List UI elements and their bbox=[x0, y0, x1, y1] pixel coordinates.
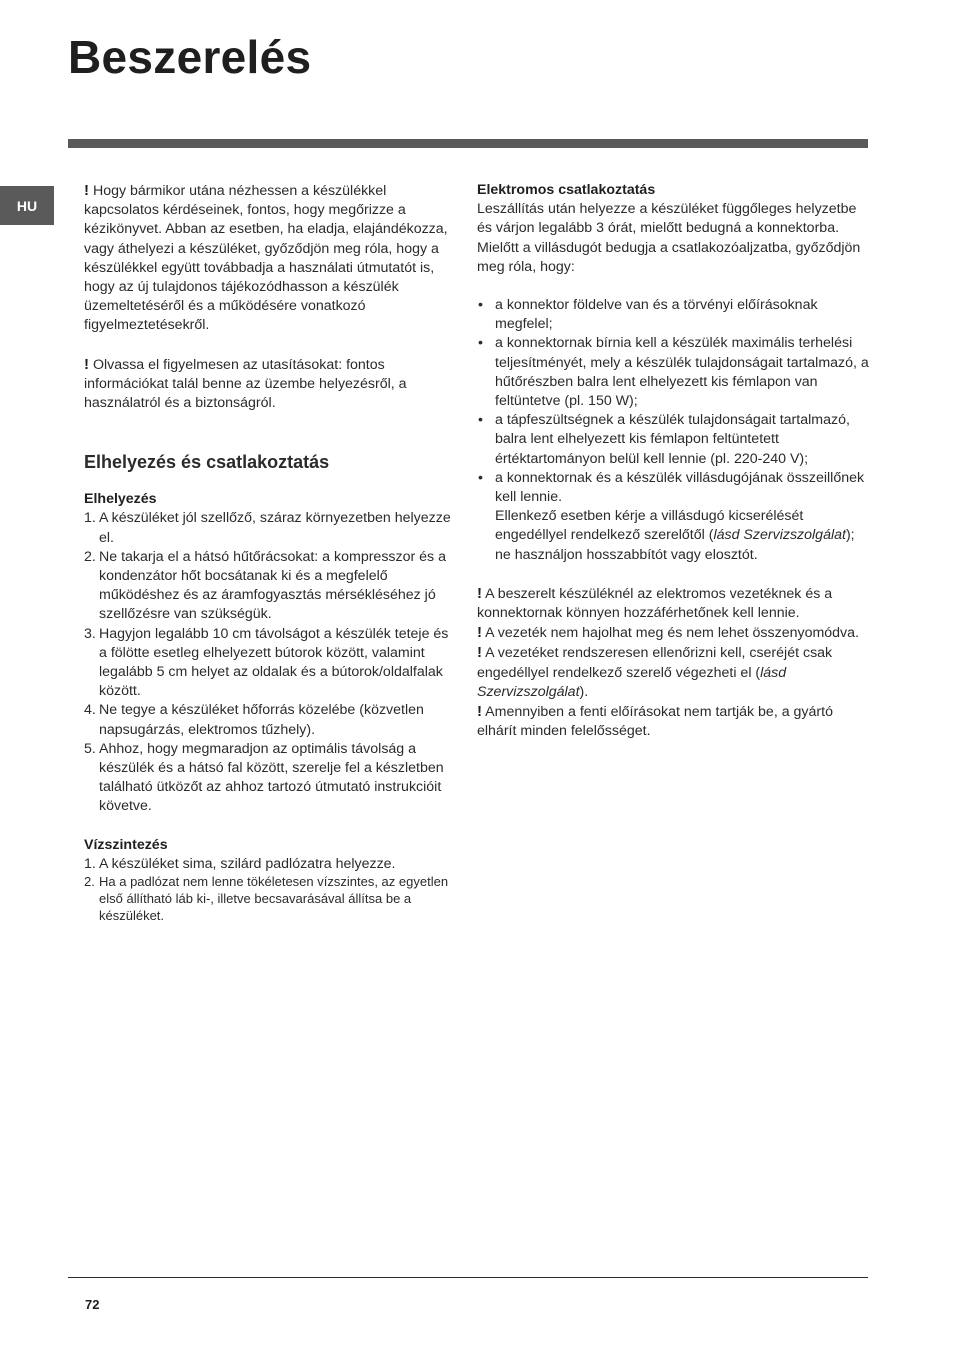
list-item: • a konnektornak bírnia kell a készülék maximális terhelési teljesítményét, mely a készülék tulajdonságait tartalmazó, a hűtőrészben balra lent elhelyezett kis fémlapon van feltüntetve (pl. 150 W); bbox=[478, 335, 869, 410]
leveling-list bbox=[84, 855, 456, 925]
exclamation-icon: ! bbox=[84, 355, 89, 373]
list-item: 2. Ha a padlózat nem lenne tökéletesen vízszintes, az egyetlen első állítható láb ki-, illetve becsavarásával állítsa be a készüléket. bbox=[84, 874, 449, 923]
list-item: 3. Hagyjon legalább 10 cm távolságot a készülék teteje és a fölötte esetleg elhelyezett bútorok között, valamint legalább 5 cm helyet az oldalak és a bútorok/oldalfalak között. bbox=[84, 625, 449, 700]
left-column bbox=[84, 181, 456, 924]
exclamation-icon: ! bbox=[477, 703, 482, 721]
requirements-list bbox=[477, 296, 869, 565]
warning-text: Olvassa el figyelmesen az utasításokat: fontos információkat talál benne az üzembe helyezésről, a használatról és a biztonságról. bbox=[84, 356, 407, 412]
warning-paragraph bbox=[84, 181, 456, 336]
warning-paragraph: ! Amennyiben a fenti előírásokat nem tartják be, a gyártó elhárít minden felelősséget. bbox=[477, 703, 833, 740]
section-title: Elhelyezés és csatlakoztatás bbox=[84, 452, 330, 473]
page-title: Beszerelés bbox=[68, 31, 312, 83]
placement-list bbox=[84, 509, 456, 816]
exclamation-icon: ! bbox=[477, 584, 482, 602]
exclamation-icon: ! bbox=[477, 624, 482, 642]
leveling-heading: Vízszintezés bbox=[84, 836, 168, 853]
warning-paragraph: ! A vezetéket rendszeresen ellenőrizni kell, cseréjét csak engedéllyel rendelkező szerelő végezheti el (lásd Szervizszolgálat). bbox=[477, 644, 833, 700]
warning-paragraph: ! A beszerelt készüléknél az elektromos vezetéknek és a konnektornak könnyen hozzáférhetőnek kell lennie. bbox=[477, 584, 833, 622]
service-reference: lásd Szervizszolgálat bbox=[713, 527, 846, 544]
electrical-heading: Elektromos csatlakoztatás bbox=[477, 182, 656, 198]
warning-paragraph bbox=[84, 355, 456, 414]
warning-paragraph: ! A vezeték nem hajolhat meg és nem lehet összenyomódva. bbox=[477, 624, 859, 642]
list-item: 1. A készüléket jól szellőző, száraz környezetben helyezze el. bbox=[84, 510, 451, 546]
warning-text: Hogy bármikor utána nézhessen a készülékkel kapcsolatos kérdéseinek, fontos, hogy megőrizze a kézikönyvet. Abban az esetben, ha eladja, elajándékozza, vagy áthelyezi a készüléket, győződjön meg róla, hogy a készülékkel együtt továbbadja a használati útmutatót is, hogy az új tulajdonos tájékozódhasson a készülék üzemeltetéséről és a működésére vonatkozó figyelmeztetésekről. bbox=[84, 183, 448, 334]
list-item: 5. Ahhoz, hogy megmaradjon az optimális távolság a készülék és a hátsó fal között, szerelje fel a készletben található ütközőt az ahhoz tartozó útmutató instrukcióit követve. bbox=[84, 740, 444, 815]
list-item: 2. Ne takarja el a hátsó hűtőrácsokat: a kompresszor és a kondenzátor hőt bocsátanak ki és a megfelelő működéshez és az áramfogyasztás mérsékléséhez jó szellőzésre van szükségük. bbox=[84, 548, 446, 623]
list-item: 4. Ne tegye a készüléket hőforrás közelébe (közvetlen napsugárzás, elektromos tűzhely). bbox=[84, 702, 424, 738]
electrical-intro: Leszállítás után helyezze a készüléket függőleges helyzetbe és várjon legalább 3 órát, mielőtt bedugná a konnektorba. Mielőtt a villásdugót bedugja a csatlakozóaljzatba, győződjön meg róla, hogy: bbox=[477, 201, 861, 275]
list-item: • a konnektornak és a készülék villásdugójának összeillőnek kell lennie. Ellenkező esetben kérje a villásdugó kicserélését engedéllyel rendelkező szerelőtől (lásd Szervizszolgálat); ne használjon hosszabbítót vagy elosztót. bbox=[478, 469, 865, 563]
exclamation-icon: ! bbox=[477, 644, 482, 662]
list-item: • a tápfeszültségnek a készülék tulajdonságait tartalmazó, balra lent elhelyezett kis fémlapon feltüntetett értéktartományon belül kell lennie (pl. 220-240 V); bbox=[478, 412, 850, 467]
bullet-note: Ellenkező esetben kérje a villásdugó kicserélését engedéllyel rendelkező szerelőtől (lásd Szervizszolgálat); ne használjon hosszabbítót vagy elosztót. bbox=[495, 508, 855, 563]
language-tab: HU bbox=[0, 186, 54, 225]
exclamation-icon: ! bbox=[84, 182, 89, 199]
service-reference: lásd Szervizszolgálat bbox=[477, 664, 787, 700]
list-item: • a konnektor földelve van és a törvényi előírásoknak megfelel; bbox=[478, 297, 818, 333]
placement-heading: Elhelyezés bbox=[84, 491, 157, 508]
list-item: 1. A készüléket sima, szilárd padlózatra helyezze. bbox=[84, 855, 396, 872]
right-column bbox=[477, 181, 869, 741]
page-number: 72 bbox=[85, 1297, 100, 1312]
footer-rule bbox=[68, 1277, 868, 1278]
header-rule bbox=[68, 139, 868, 148]
